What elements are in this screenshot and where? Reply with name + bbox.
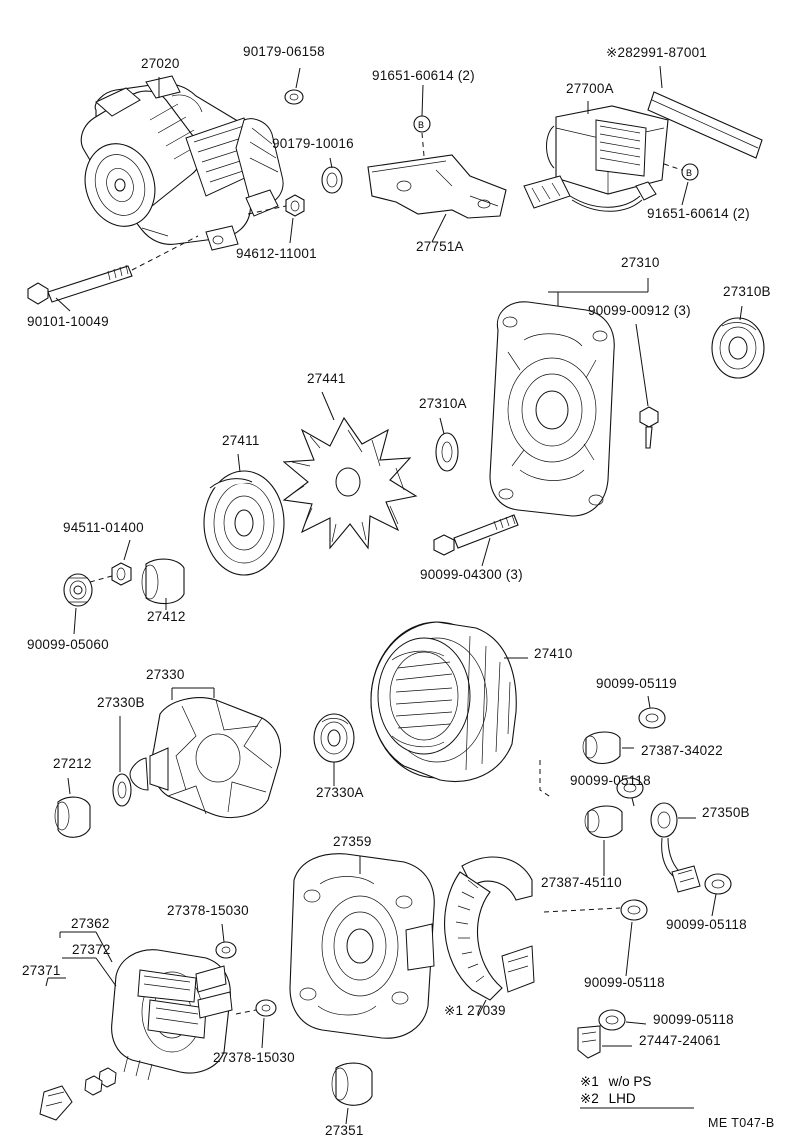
part-label: 27372 bbox=[72, 942, 111, 957]
part-label: 91651-60614 (2) bbox=[647, 206, 750, 221]
part-label: ※1 27039 bbox=[444, 1003, 506, 1018]
part-bolt-91651-60614-left bbox=[414, 85, 430, 156]
part-nut-90099-05118-c bbox=[544, 900, 647, 976]
part-label: 27330B bbox=[97, 695, 145, 710]
part-label: 27310B bbox=[723, 284, 771, 299]
part-regulator-27700A bbox=[524, 101, 668, 211]
legend-row-1 bbox=[580, 1074, 651, 1090]
part-terminal-27447-24061 bbox=[578, 1026, 632, 1058]
part-label: 90099-05118 bbox=[653, 1012, 734, 1027]
part-stator-27410 bbox=[371, 622, 528, 782]
part-label: 94612-11001 bbox=[236, 246, 317, 261]
svg-text:B: B bbox=[686, 168, 693, 178]
part-bearing-27310B bbox=[712, 306, 764, 378]
part-bushing-27212 bbox=[55, 778, 90, 837]
part-washer-27330B bbox=[113, 716, 131, 806]
part-label: 27350B bbox=[702, 805, 750, 820]
part-label: 27362 bbox=[71, 916, 110, 931]
part-label: 27410 bbox=[534, 646, 573, 661]
part-label: 90099-05118 bbox=[584, 975, 665, 990]
part-nut-90099-05118-b bbox=[705, 874, 731, 916]
part-brush-holder-27362 bbox=[40, 932, 232, 1120]
part-label: 27310 bbox=[621, 255, 660, 270]
part-label: 91651-60614 (2) bbox=[372, 68, 475, 83]
part-washer-27378-15030-top bbox=[216, 924, 236, 958]
part-label: 27310A bbox=[419, 396, 467, 411]
part-label: 27387-34022 bbox=[641, 743, 723, 758]
part-label: 90099-05119 bbox=[596, 676, 677, 691]
part-bolt-91651-60614-right bbox=[664, 164, 698, 205]
part-label: 90179-10016 bbox=[272, 136, 354, 151]
part-washer-27310A bbox=[436, 418, 458, 471]
part-label: 27330A bbox=[316, 785, 364, 800]
svg-text:B: B bbox=[418, 120, 425, 130]
part-washer-90179-10016 bbox=[322, 158, 342, 193]
part-label: 90099-05118 bbox=[570, 773, 651, 788]
part-bolt-90099-04300 bbox=[434, 515, 518, 566]
legend-text: LHD bbox=[608, 1091, 636, 1106]
part-fan-27441 bbox=[284, 392, 416, 548]
part-collar-27412 bbox=[142, 559, 184, 610]
part-washer-27378-15030-bottom bbox=[236, 1000, 276, 1048]
part-bearing-27330A bbox=[314, 714, 354, 786]
part-label: 27412 bbox=[147, 609, 186, 624]
part-label: 90099-04300 (3) bbox=[420, 567, 523, 582]
part-bushing-27351 bbox=[332, 1063, 372, 1124]
part-pulley-27411 bbox=[204, 454, 284, 575]
part-insulator-27387-45110 bbox=[585, 806, 622, 876]
part-label: 27751A bbox=[416, 239, 464, 254]
part-label: 27020 bbox=[141, 56, 180, 71]
part-nut-90099-05119 bbox=[639, 696, 665, 728]
part-alternator-assembly bbox=[75, 76, 283, 250]
part-label: ※282991-87001 bbox=[606, 45, 707, 60]
part-label: 27447-24061 bbox=[639, 1033, 721, 1048]
part-label: 27387-45110 bbox=[541, 875, 622, 890]
legend-row-2 bbox=[580, 1091, 636, 1107]
part-label: 90099-05060 bbox=[27, 637, 109, 652]
part-rectifier-27039 bbox=[445, 857, 534, 1016]
part-bracket-27751A bbox=[368, 155, 506, 242]
part-label: 27330 bbox=[146, 667, 185, 682]
legend-text: w/o PS bbox=[608, 1074, 652, 1089]
legend-mark: ※2 bbox=[580, 1091, 599, 1106]
part-label: 90179-06158 bbox=[243, 44, 325, 59]
part-nut-90099-05060 bbox=[64, 574, 92, 634]
part-label: 90101-10049 bbox=[27, 314, 109, 329]
part-label: 27212 bbox=[53, 756, 92, 771]
part-frame-27359 bbox=[290, 854, 434, 1039]
part-label: 27371 bbox=[22, 963, 61, 978]
part-nut-90099-05118-d bbox=[599, 1010, 646, 1030]
part-rotor-27330 bbox=[130, 688, 281, 818]
part-bolt-90101-10049 bbox=[28, 236, 198, 311]
part-label: 27378-15030 bbox=[213, 1050, 295, 1065]
part-label: 90099-00912 (3) bbox=[588, 303, 691, 318]
part-label: 94511-01400 bbox=[63, 520, 144, 535]
part-washer-94511-01400 bbox=[90, 540, 131, 585]
part-bolt-90099-00912 bbox=[636, 324, 658, 448]
part-lead-27350B bbox=[651, 803, 700, 892]
part-label: 27441 bbox=[307, 371, 346, 386]
part-label: 27359 bbox=[333, 834, 372, 849]
sheet-code: ME T047-B bbox=[708, 1116, 775, 1130]
part-nut-90179-06158 bbox=[285, 68, 303, 104]
part-label: 27411 bbox=[222, 433, 260, 448]
part-label: 27351 bbox=[325, 1123, 364, 1138]
part-label: 27700A bbox=[566, 81, 614, 96]
part-label: 90099-05118 bbox=[666, 917, 747, 932]
legend-mark: ※1 bbox=[580, 1074, 599, 1089]
part-label: 27378-15030 bbox=[167, 903, 249, 918]
